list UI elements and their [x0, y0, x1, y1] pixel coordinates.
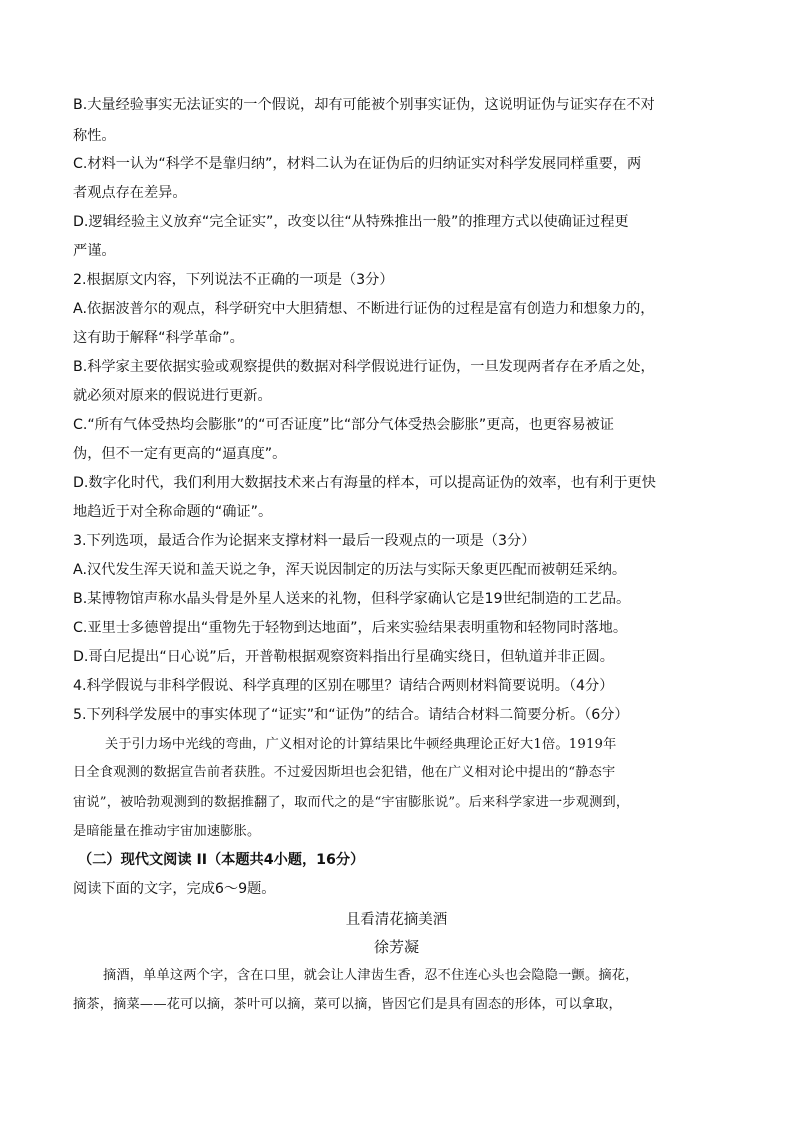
- q3-option-d: D.哥白尼提出“日心说”后，开普勒根据观察资料指出行星确实绕日，但轨道并非正圆。: [73, 649, 614, 665]
- question-4: 4.科学假说与非科学假说、科学真理的区别在哪里？请结合两则材料简要说明。（4分）: [73, 678, 614, 694]
- q3-option-c: C.亚里士多德曾提出“重物先于轻物到达地面”，后来实验结果表明重物和轻物同时落地。: [73, 620, 628, 636]
- q2-option-d-line-1: D.数字化时代，我们利用大数据技术来占有海量的样本，可以提高证伪的效率，也有利于更快: [73, 475, 656, 491]
- essay-line-1: 摘酒，单单这两个字，含在口里，就会让人津齿生香，忍不住连心头也会隐隐一颤。摘花，: [103, 968, 639, 983]
- passage-line-1: 关于引力场中光线的弯曲，广义相对论的计算结果比牛顿经典理论正好大1倍。1919年: [105, 737, 617, 752]
- passage-line-3: 宙说”，被哈勃观测到的数据推翻了，取而代之的是“宇宙膨胀说”。后来科学家进一步观测到，: [73, 795, 630, 810]
- q2-option-c-line-2: 伪，但不一定有更高的“逼真度”。: [73, 446, 287, 462]
- q2-option-d-line-2: 地趋近于对全称命题的“确证”。: [73, 504, 273, 520]
- q3-option-a: A.汉代发生浑天说和盖天说之争，浑天说因制定的历法与实际天象更匹配而被朝廷采纳。: [73, 562, 627, 578]
- option-d-line-2: 严谨。: [73, 243, 116, 259]
- section-heading: （二）现代文阅读 II（本题共4小题，16分）: [78, 852, 365, 868]
- question-5: 5.下列科学发展中的事实体现了“证实”和“证伪”的结合。请结合材料二简要分析。（6分）: [73, 707, 629, 723]
- question-2-stem: 2.根据原文内容，下列说法不正确的一项是（3分）: [73, 272, 394, 288]
- passage-line-4: 是暗能量在推动宇宙加速膨胀。: [73, 824, 261, 839]
- option-c-line-2: 者观点存在差异。: [73, 185, 187, 201]
- option-b-line-1: B.大量经验事实无法证实的一个假说，却有可能被个别事实证伪，这说明证伪与证实存在不对: [73, 97, 655, 113]
- essay-author: 徐芳凝: [373, 938, 419, 956]
- passage-line-2: 日全食观测的数据宣告前者获胜。不过爱因斯坦也会犯错，他在广义相对论中提出的“静态宇: [73, 765, 616, 780]
- reading-instruction: 阅读下面的文字，完成6～9题。: [73, 881, 276, 897]
- essay-line-2: 摘茶，摘菜——花可以摘，茶叶可以摘，菜可以摘，皆因它们是具有固态的形体，可以拿取，: [73, 997, 622, 1012]
- question-3-stem: 3.下列选项，最适合作为论据来支撑材料一最后一段观点的一项是（3分）: [73, 533, 536, 549]
- q3-option-b: B.某博物馆声称水晶头骨是外星人送来的礼物，但科学家确认它是19世纪制造的工艺品。: [73, 591, 631, 607]
- q2-option-a-line-2: 这有助于解释“科学革命”。: [73, 330, 244, 346]
- option-d-line-1: D.逻辑经验主义放弃“完全证实”，改变以往“从特殊推出一般”的推理方式以使确证过程更: [73, 214, 629, 230]
- q2-option-b-line-1: B.科学家主要依据实验或观察提供的数据对科学假说进行证伪，一旦发现两者存在矛盾之处，: [73, 359, 655, 375]
- q2-option-c-line-1: C.“所有气体受热均会膨胀”的“可否证度”比“部分气体受热会膨胀”更高，也更容易被证: [73, 417, 614, 433]
- option-b-line-2: 称性。: [73, 128, 116, 144]
- q2-option-a-line-1: A.依据波普尔的观点，科学研究中大胆猜想、不断进行证伪的过程是富有创造力和想象力的，: [73, 301, 655, 317]
- q2-option-b-line-2: 就必须对原来的假说进行更新。: [73, 388, 272, 404]
- option-c-line-1: C.材料一认为“科学不是靠归纳”，材料二认为在证伪后的归纳证实对科学发展同样重要，两: [73, 156, 642, 172]
- essay-title: 且看清花摘美酒: [345, 912, 448, 928]
